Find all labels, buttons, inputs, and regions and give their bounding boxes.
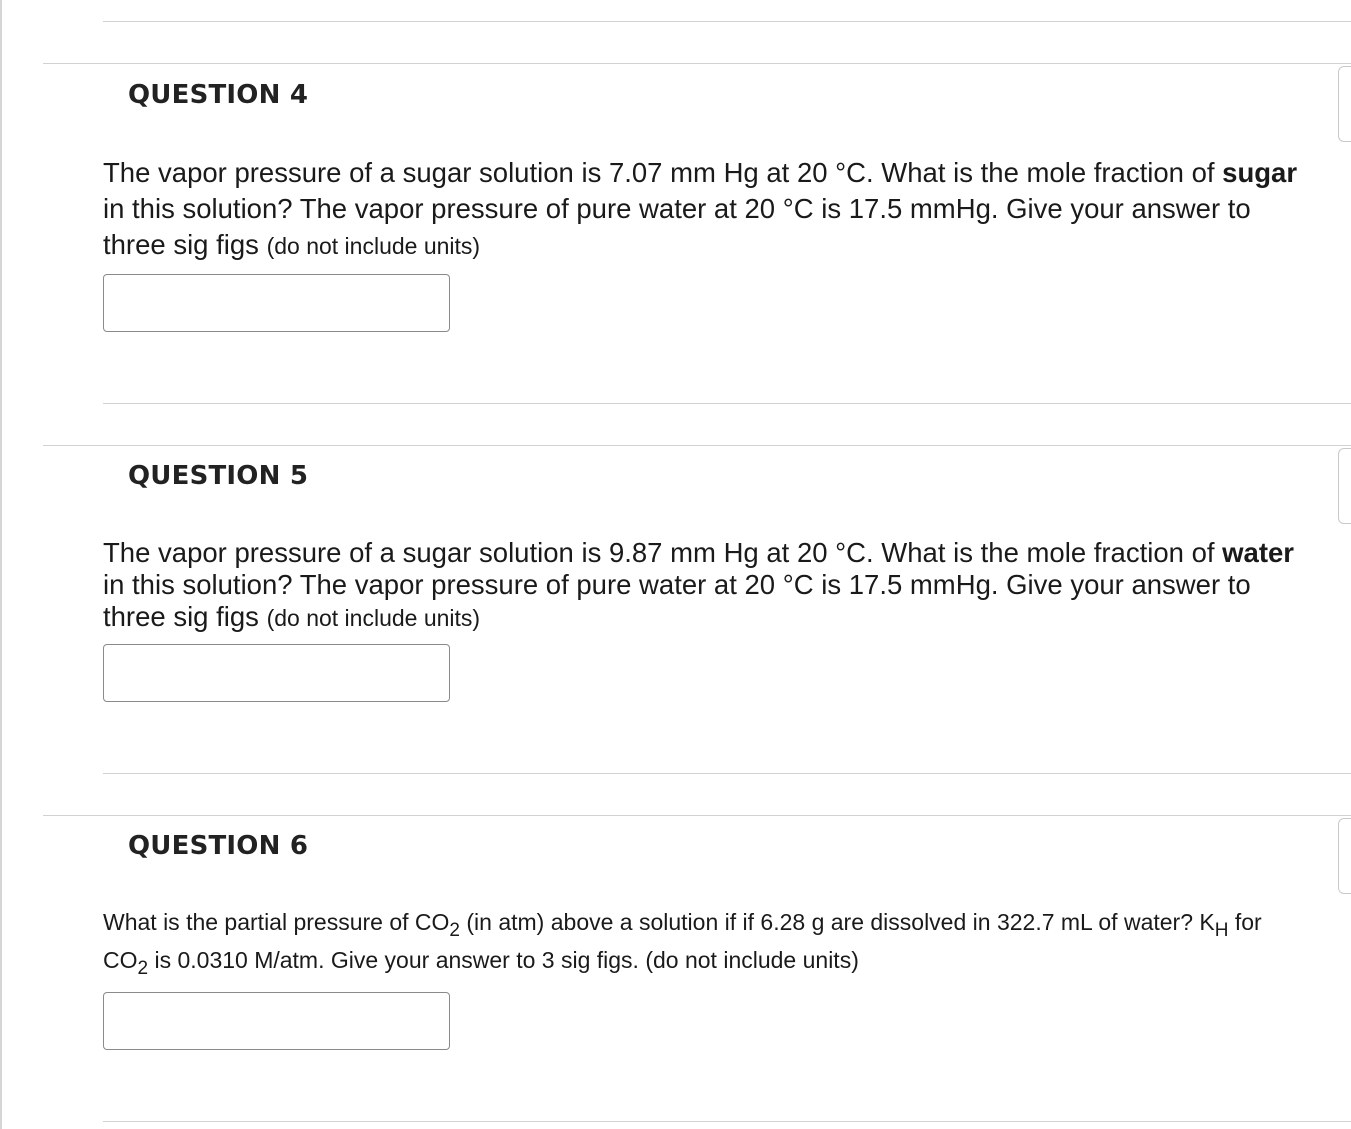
question-4-top-border (43, 63, 1351, 64)
question-6-points-box (1338, 818, 1351, 894)
question-4-bold-term: sugar (1222, 157, 1298, 188)
question-4-heading: QUESTION 4 (128, 80, 309, 110)
question-4-text (103, 155, 1303, 264)
question-4-answer-input[interactable] (103, 274, 450, 332)
question-4-text-part2: in this solution? The vapor pressure of pure water at 20 °C is 17.5 mmHg. Give your answer to three sig figs (103, 193, 1251, 260)
question-6-text-t3: for CO (103, 909, 1262, 973)
question-6-sub-1: 2 (449, 920, 460, 941)
separator-line (103, 1121, 1351, 1122)
question-6-text-t1: What is the partial pressure of CO (103, 909, 450, 935)
question-6-sub-3: 2 (137, 958, 149, 979)
question-5-bold-term: water (1222, 537, 1294, 568)
question-6-heading: QUESTION 6 (128, 831, 309, 861)
question-6-text-t2: (in atm) above a solution if if 6.28 g are dissolved in 322.7 mL of water? K (460, 909, 1215, 935)
page-left-border (0, 0, 2, 1129)
question-5-text-part1: The vapor pressure of a sugar solution is 9.87 mm Hg at 20 °C. What is the mole fraction of (103, 537, 1223, 568)
question-4-note: (do not include units) (266, 233, 481, 259)
question-5-top-border (43, 445, 1351, 446)
question-6-top-border (43, 815, 1351, 816)
question-6-sub-2: H (1214, 920, 1229, 941)
question-5-answer-input[interactable] (103, 644, 450, 702)
question-5-points-box (1338, 448, 1351, 524)
question-6-text (103, 903, 1303, 979)
question-6-text-t4: is 0.0310 M/atm. Give your answer to 3 sig figs. (do not include units) (148, 947, 859, 973)
question-4-points-box (1338, 66, 1351, 142)
separator-line (103, 21, 1351, 22)
separator-line (103, 403, 1351, 404)
question-5-text (103, 537, 1303, 634)
separator-line (103, 773, 1351, 774)
question-5-text-part2: in this solution? The vapor pressure of pure water at 20 °C is 17.5 mmHg. Give your answer to three sig figs (103, 569, 1251, 632)
question-5-note: (do not include units) (266, 605, 481, 631)
question-4-text-part1: The vapor pressure of a sugar solution is 7.07 mm Hg at 20 °C. What is the mole fraction of (103, 157, 1223, 188)
question-5-heading: QUESTION 5 (128, 461, 309, 491)
question-6-answer-input[interactable] (103, 992, 450, 1050)
